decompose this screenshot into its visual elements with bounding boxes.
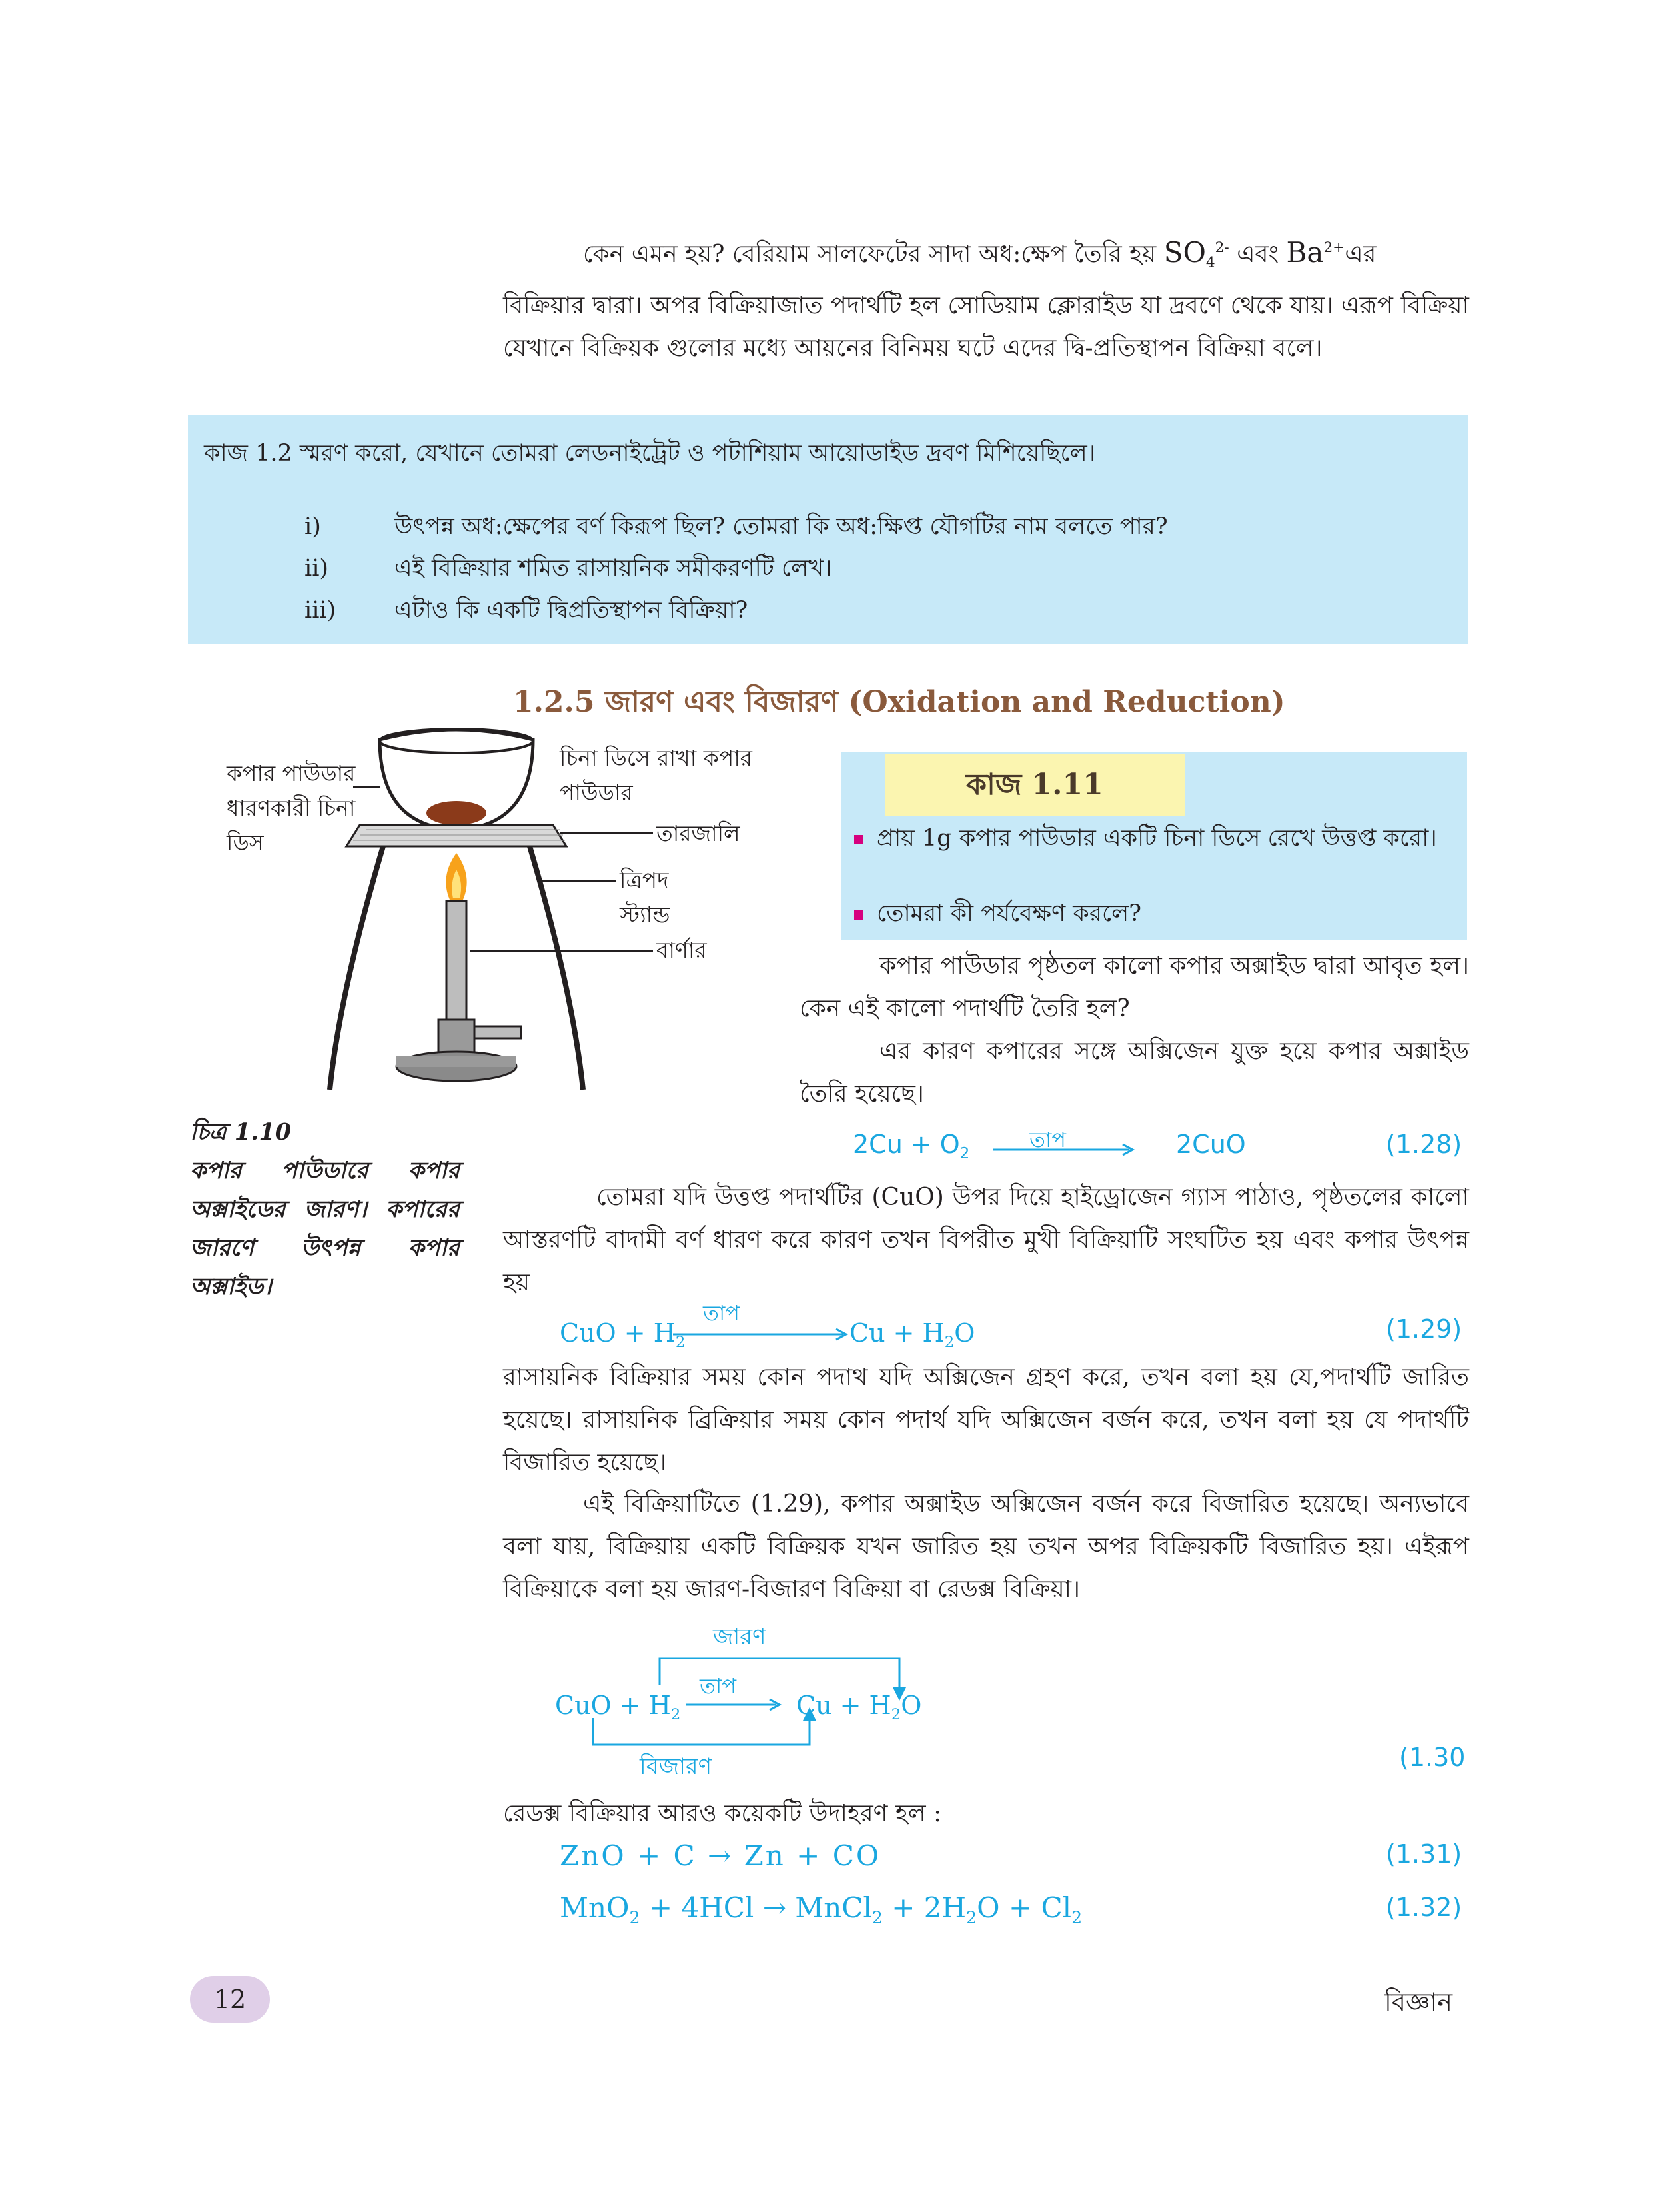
label-gauze: তারজালি <box>656 820 740 846</box>
activity-111-box <box>841 752 1467 940</box>
heat-label: তাপ <box>700 1673 737 1699</box>
tripod-leg <box>330 846 383 1090</box>
heat-label: তাপ <box>1029 1127 1067 1152</box>
equation-1-29: CuO + $H_2$ <box>560 1318 686 1351</box>
equation-1-31: ZnO + C → Zn + CO <box>560 1839 881 1872</box>
label-dish-right: চিনা ডিসে রাখা কপার পাউডার <box>560 745 752 806</box>
book-title: বিজ্ঞান <box>1384 1987 1453 2017</box>
figure-caption: চিত্র 1.10 কপার পাউডারে কপার অক্সাইডের জারণ। কপারের জারণে উৎপন্ন কপার অক্সাইড। <box>190 1118 460 1300</box>
equation-number: (1.28) <box>1386 1130 1462 1159</box>
equation-number: (1.30 <box>1399 1743 1466 1772</box>
intro-rest: বিক্রিয়ার দ্বারা। অপর বিক্রিয়াজাত পদার্থটি হল সোডিয়াম ক্লোরাইড যা দ্রবণে থেকে যায়। এরূপ বিক্রিয়া যেখানে বিক্রিয়ক গুলোর মধ্যে আয়নের বিনিময় ঘটে এদের দ্বি-প্রতিস্থাপন বিক্রিয়া বলে। <box>503 291 1469 362</box>
label-tripod: ত্রিপদ স্ট্যান্ড <box>620 867 670 928</box>
section-title: 1.2.5 জারণ এবং বিজারণ (Oxidation and Reduction) <box>513 685 1285 719</box>
more-examples-text: রেডক্স বিক্রিয়ার আরও কয়েকটি উদাহরণ হল : <box>503 1800 942 1827</box>
equation-1-29-product: $Cu + H_2O$ <box>849 1318 975 1351</box>
activity-box <box>188 415 1468 644</box>
page-number-badge <box>190 1976 270 2023</box>
paragraph-redox: এই বিক্রিয়াটিতে (1.29), কপার অক্সাইড অক্সিজেন বর্জন করে বিজারিত হয়েছে। অন্যভাবে বলা যায়, বিক্রিয়ায় একটি বিক্রিয়ক যখন জারিত হয় তখন অপর বিক্রিয়কটি বিজারিত হয়। এইরূপ বিক্রিয়াকে বলা হয় জারণ-বিজারণ বিক্রিয়া বা রেডক্স বিক্রিয়া। <box>503 1490 1469 1603</box>
reaction-arrow <box>673 1328 853 1341</box>
page-number: 12 <box>213 1985 247 2014</box>
wire-gauze <box>346 825 566 846</box>
equation-1-28-product: 2CuO <box>1176 1130 1246 1159</box>
activity-111-title: কাজ 1.11 <box>885 754 1185 816</box>
activity-item: ii) এই বিক্রিয়ার শমিত রাসায়নিক সমীকরণটি লেখ। <box>304 555 832 582</box>
activity-item: i) উৎপন্ন অধ:ক্ষেপের বর্ণ কিরূপ ছিল? তোমরা কি অধ:ক্ষিপ্ত যৌগটির নাম বলতে পার? <box>304 513 1168 540</box>
heat-label: তাপ <box>703 1300 740 1326</box>
equation-1-30-lhs: CuO + $H_2$ <box>555 1691 681 1723</box>
activity-item: iii) এটাও কি একটি দ্বিপ্রতিস্থাপন বিক্রিয়া? <box>304 597 748 624</box>
oxidation-label: জারণ <box>713 1624 766 1650</box>
reaction-arrow <box>993 1143 1139 1156</box>
equation-number: (1.32) <box>1386 1893 1462 1922</box>
activity-111-bullet: প্রায় 1g কপার পাউডার একটি চিনা ডিসে রেখে উত্তপ্ত করো। <box>854 818 1454 858</box>
activity-heading: কাজ 1.2 স্মরণ করো, যেখানে তোমরা লেডনাইট্রেট ও পটাশিয়াম আয়োডাইড দ্রবণ মিশিয়েছিলে। <box>204 440 1096 467</box>
intro-line-1: কেন এমন হয়? বেরিয়াম সালফেটের সাদা অধ:ক্ষেপ তৈরি হয় $SO_4^{2-}$ এবং $Ba^{2+}এর$ <box>583 236 1377 271</box>
equation-1-28: $2Cu + O_2$ <box>853 1130 970 1162</box>
observation-paragraph: কপার পাউডার পৃষ্ঠতল কালো কপার অক্সাইড দ্বারা আবৃত হল। কেন এই কালো পদার্থটি তৈরি হল? এর কারণ কপারের সঙ্গে অক্সিজেন যুক্ত হয়ে কপার অক্সাইড তৈরি হয়েছে। <box>800 952 1469 1108</box>
intro-paragraph <box>503 227 1469 370</box>
reduction-label: বিজারণ <box>640 1753 712 1780</box>
label-burner: বার্ণার <box>656 937 707 963</box>
paragraph-hydrogen: তোমরা যদি উত্তপ্ত পদার্থটির (CuO) উপর দিয়ে হাইড্রোজেন গ্যাস পাঠাও, পৃষ্ঠতলের কালো আস্তরণটি বাদামী বর্ণ ধারণ করে কারণ তখন বিপরীত মুখী বিক্রিয়াটি সংঘটিত হয় এবং কপার উৎপন্ন হয় <box>503 1184 1469 1296</box>
tripod-leg <box>530 846 583 1090</box>
equation-number: (1.31) <box>1386 1839 1462 1869</box>
burner-tube <box>446 901 466 1034</box>
equation-number: (1.29) <box>1386 1314 1462 1344</box>
copper-powder <box>426 801 486 825</box>
equation-1-32: MnO$_2$ + 4HCl → MnCl$_2$ + $2H_2O + Cl_2$ <box>560 1891 1083 1927</box>
paragraph-oxidation-definition: রাসায়নিক বিক্রিয়ার সময় কোন পদাথ যদি অক্সিজেন গ্রহণ করে, তখন বলা হয় যে,পদার্থটি জারিত হয়েছে। রাসায়নিক ব্রিক্রিয়ার সময় কোন পদার্থ যদি অক্সিজেন বর্জন করে, তখন বলা হয় যে পদার্থটি বিজারিত হয়েছে। <box>503 1364 1469 1476</box>
equation-1-30-rhs: $Cu + H_2O$ <box>796 1691 922 1723</box>
label-dish-left: কপার পাউডার ধারণকারী চিনা ডিস <box>227 760 356 856</box>
activity-111-bullet: তোমরা কী পর্যবেক্ষণ করলে? <box>854 895 1141 934</box>
